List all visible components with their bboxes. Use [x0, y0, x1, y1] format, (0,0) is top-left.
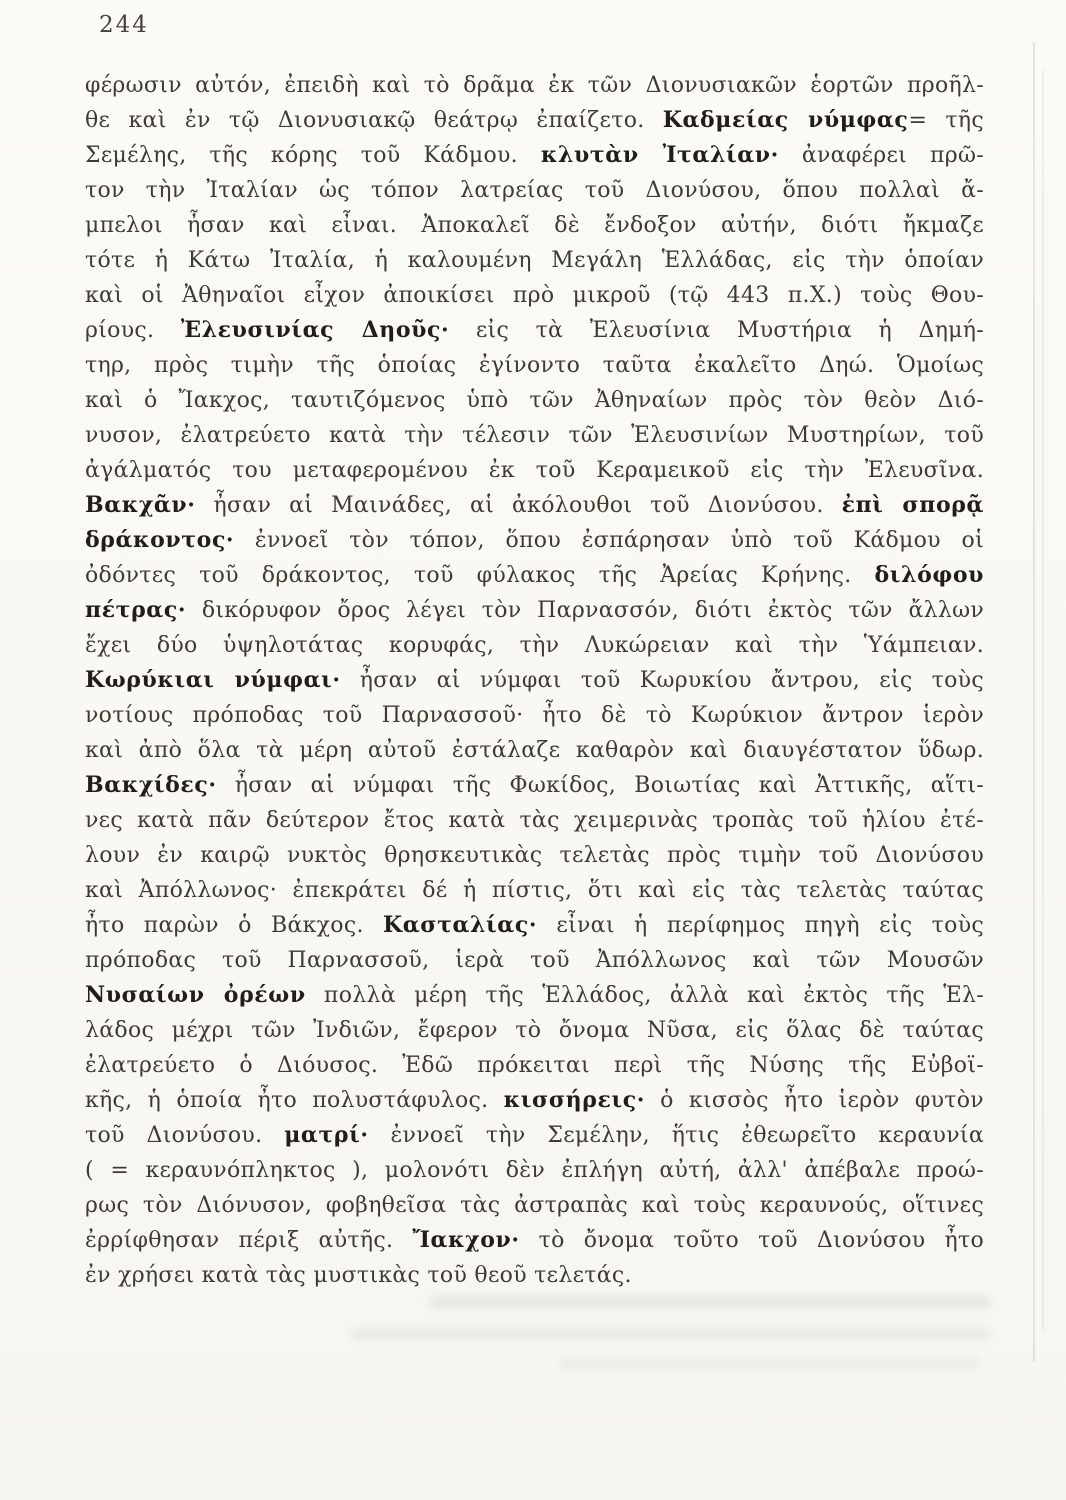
text-segment: καὶ οἱ Ἀθηναῖοι εἶχον ἀποικίσει πρὸ μικροῦ (τῷ 443 π.Χ.) τοὺς Θου- — [85, 283, 984, 308]
text-line — [85, 1153, 984, 1188]
text-segment: ἐρρίφθησαν πέριξ αὐτῆς. — [85, 1228, 413, 1253]
text-line — [85, 523, 984, 558]
text-segment: δικόρυφον ὄρος λέγει τὸν Παρνασσόν, διότι ἐκτὸς τῶν ἄλλων — [186, 598, 984, 623]
lemma-bold: Κωρύκιαι νύμφαι· — [85, 667, 341, 693]
text-line — [85, 768, 984, 803]
lemma-bold: δράκοντος· — [85, 527, 235, 553]
text-line — [85, 208, 984, 243]
lemma-bold: Κασταλίας· — [383, 912, 538, 938]
body-text — [85, 68, 984, 1293]
text-segment: εἰς τὰ Ἐλευσίνια Μυστήρια ἡ Δημή- — [449, 318, 984, 343]
text-line — [85, 173, 984, 208]
text-line — [85, 838, 984, 873]
text-segment: ἔχει δύο ὑψηλοτάτας κορυφάς, τὴν Λυκώρειαν καὶ τὴν Ὑάμπειαν. — [85, 633, 984, 658]
lemma-bold: Ἐλευσινίας Δηοῦς· — [180, 317, 450, 343]
scan-bleedthrough-smudge — [350, 1328, 990, 1340]
lemma-bold: Βακχᾶν· — [85, 492, 196, 518]
text-segment: Σεμέλης, τῆς κόρης τοῦ Κάδμου. — [85, 143, 541, 168]
text-line — [85, 698, 984, 733]
text-segment: ἦσαν αἱ νύμφαι τοῦ Κωρυκίου ἄντρου, εἰς τοὺς — [340, 668, 984, 693]
text-line — [85, 978, 984, 1013]
text-line — [85, 278, 984, 313]
lemma-bold: ματρί· — [284, 1122, 369, 1148]
lemma-bold: ἐπὶ σπορᾷ — [841, 492, 984, 518]
text-segment: τοῦ Διονύσου. — [85, 1123, 285, 1148]
text-segment: νυσον, ἐλατρεύετο κατὰ τὴν τέλεσιν τῶν Ἐλευσινίων Μυστηρίων, τοῦ — [85, 423, 984, 448]
text-segment: ἐννοεῖ τὴν Σεμέλην, ἥτις ἐθεωρεῖτο κεραυνία — [368, 1123, 984, 1148]
text-segment: πολλὰ μέρη τῆς Ἑλλάδος, ἀλλὰ καὶ ἐκτὸς τῆς Ἑλ- — [305, 983, 984, 1008]
text-line — [85, 873, 984, 908]
text-line — [85, 1188, 984, 1223]
scan-bleedthrough-smudge — [560, 1358, 980, 1369]
text-line — [85, 348, 984, 383]
text-line — [85, 313, 984, 348]
text-segment: φέρωσιν αὐτόν, ἐπειδὴ καὶ τὸ δρᾶμα ἐκ τῶν Διονυσιακῶν ἑορτῶν προῆλ- — [85, 73, 984, 98]
text-segment: ἀγάλματός του μεταφερομένου ἐκ τοῦ Κεραμεικοῦ εἰς τὴν Ἐλευσῖνα. — [85, 458, 984, 483]
text-line — [85, 138, 984, 173]
text-line — [85, 1048, 984, 1083]
text-segment: μπελοι ἦσαν καὶ εἶναι. Ἀποκαλεῖ δὲ ἔνδοξον αὐτήν, διότι ἤκμαζε — [85, 213, 984, 238]
text-segment: ἦτο παρὼν ὁ Βάκχος. — [85, 913, 384, 938]
text-segment: τὸ ὄνομα τοῦτο τοῦ Διονύσου ἦτο — [519, 1228, 984, 1253]
text-line — [85, 103, 984, 138]
text-line — [85, 1258, 984, 1293]
lemma-bold: Νυσαίων ὀρέων — [85, 982, 306, 1008]
text-segment: λάδος μέχρι τῶν Ἰνδιῶν, ἔφερον τὸ ὄνομα Νῦσα, εἰς ὅλας δὲ ταύτας — [85, 1018, 984, 1043]
text-segment: ( = κεραυνόπληκτος ), μολονότι δὲν ἐπλήγη αὐτή, ἀλλ' ἀπέβαλε προώ- — [85, 1158, 984, 1183]
text-line — [85, 558, 984, 593]
text-segment: ἦσαν αἱ Μαινάδες, αἱ ἀκόλουθοι τοῦ Διονύσου. — [195, 493, 842, 518]
text-segment: νοτίους πρόποδας τοῦ Παρνασσοῦ· ἦτο δὲ τὸ Κωρύκιον ἄντρον ἱερὸν — [85, 703, 984, 728]
text-segment: καὶ Ἀπόλλωνος· ἐπεκράτει δέ ἡ πίστις, ὅτι καὶ εἰς τὰς τελετὰς ταύτας — [85, 878, 984, 903]
text-segment: τηρ, πρὸς τιμὴν τῆς ὁποίας ἐγίνοντο ταῦτα ἐκαλεῖτο Δηώ. Ὁμοίως — [85, 353, 984, 378]
text-line — [85, 1223, 984, 1258]
text-segment: ἀναφέρει πρῶ- — [778, 143, 984, 168]
text-segment: λουν ἐν καιρῷ νυκτὸς θρησκευτικὰς τελετὰς πρὸς τιμὴν τοῦ Διονύσου — [85, 843, 984, 868]
text-line — [85, 68, 984, 103]
text-segment: ἐλατρεύετο ὁ Διόυσος. Ἐδῶ πρόκειται περὶ τῆς Νύσης τῆς Εὐβοϊ- — [85, 1053, 984, 1078]
text-line — [85, 628, 984, 663]
text-segment: κῆς, ἡ ὁποία ἦτο πολυστάφυλος. — [85, 1088, 504, 1113]
scan-artifact-line — [1033, 42, 1035, 1362]
page-number: 244 — [99, 12, 149, 38]
text-line — [85, 243, 984, 278]
text-line — [85, 1013, 984, 1048]
text-line — [85, 383, 984, 418]
text-segment: νες κατὰ πᾶν δεύτερον ἔτος κατὰ τὰς χειμερινὰς τροπὰς τοῦ ἡλίου ἐτέ- — [85, 808, 984, 833]
text-line — [85, 803, 984, 838]
lemma-bold: διλόφου — [874, 562, 984, 588]
scan-artifact-line — [1042, 70, 1044, 1330]
text-segment: ρίους. — [85, 318, 181, 343]
text-segment: τότε ἡ Κάτω Ἰταλία, ἡ καλουμένη Μεγάλη Ἑλλάδας, εἰς τὴν ὁποίαν — [85, 248, 984, 273]
text-segment: εἶναι ἡ περίφημος πηγὴ εἰς τοὺς — [537, 913, 984, 938]
text-line — [85, 943, 984, 978]
text-segment: = τῆς — [908, 108, 984, 133]
text-line — [85, 593, 984, 628]
text-line — [85, 733, 984, 768]
text-line — [85, 1083, 984, 1118]
lemma-bold: Καδμείας νύμφας — [662, 107, 909, 133]
scan-bleedthrough-smudge — [430, 1296, 990, 1308]
text-line — [85, 1118, 984, 1153]
text-segment: τον τὴν Ἰταλίαν ὡς τόπον λατρείας τοῦ Διονύσου, ὅπου πολλαὶ ἄ- — [85, 178, 984, 203]
text-segment: ἐν χρήσει κατὰ τὰς μυστικὰς τοῦ θεοῦ τελετάς. — [85, 1263, 632, 1288]
lemma-bold: πέτρας· — [85, 597, 187, 623]
text-segment: ἐννοεῖ τὸν τόπον, ὅπου ἐσπάρησαν ὑπὸ τοῦ Κάδμου οἱ — [234, 528, 984, 553]
text-segment: ἦσαν αἱ νύμφαι τῆς Φωκίδος, Βοιωτίας καὶ Ἀττικῆς, αἵτι- — [216, 773, 984, 798]
text-segment: ὁ κισσὸς ἦτο ἱερὸν φυτὸν — [644, 1088, 984, 1113]
lemma-bold: Ἴακχον· — [412, 1227, 520, 1253]
lemma-bold: κισσήρεις· — [503, 1087, 645, 1113]
text-segment: ὀδόντες τοῦ δράκοντος, τοῦ φύλακος τῆς Ἀρείας Κρήνης. — [85, 563, 875, 588]
text-line — [85, 908, 984, 943]
text-segment: ρως τὸν Διόνυσον, φοβηθεῖσα τὰς ἀστραπὰς καὶ τοὺς κεραυνούς, οἵτινες — [85, 1193, 984, 1218]
lemma-bold: Βακχίδες· — [85, 772, 217, 798]
lemma-bold: κλυτὰν Ἰταλίαν· — [540, 142, 779, 168]
text-segment: καὶ ἀπὸ ὅλα τὰ μέρη αὐτοῦ ἐστάλαζε καθαρὸν καὶ διαυγέστατον ὕδωρ. — [85, 738, 984, 763]
text-line — [85, 488, 984, 523]
text-segment: καὶ ὁ Ἴακχος, ταυτιζόμενος ὑπὸ τῶν Ἀθηναίων πρὸς τὸν θεὸν Διό- — [85, 388, 984, 413]
text-segment: πρόποδας τοῦ Παρνασσοῦ, ἱερὰ τοῦ Ἀπόλλωνος καὶ τῶν Μουσῶν — [85, 948, 984, 973]
text-line — [85, 453, 984, 488]
text-line — [85, 663, 984, 698]
text-line — [85, 418, 984, 453]
text-segment: θε καὶ ἐν τῷ Διονυσιακῷ θεάτρῳ ἐπαίζετο. — [85, 108, 663, 133]
